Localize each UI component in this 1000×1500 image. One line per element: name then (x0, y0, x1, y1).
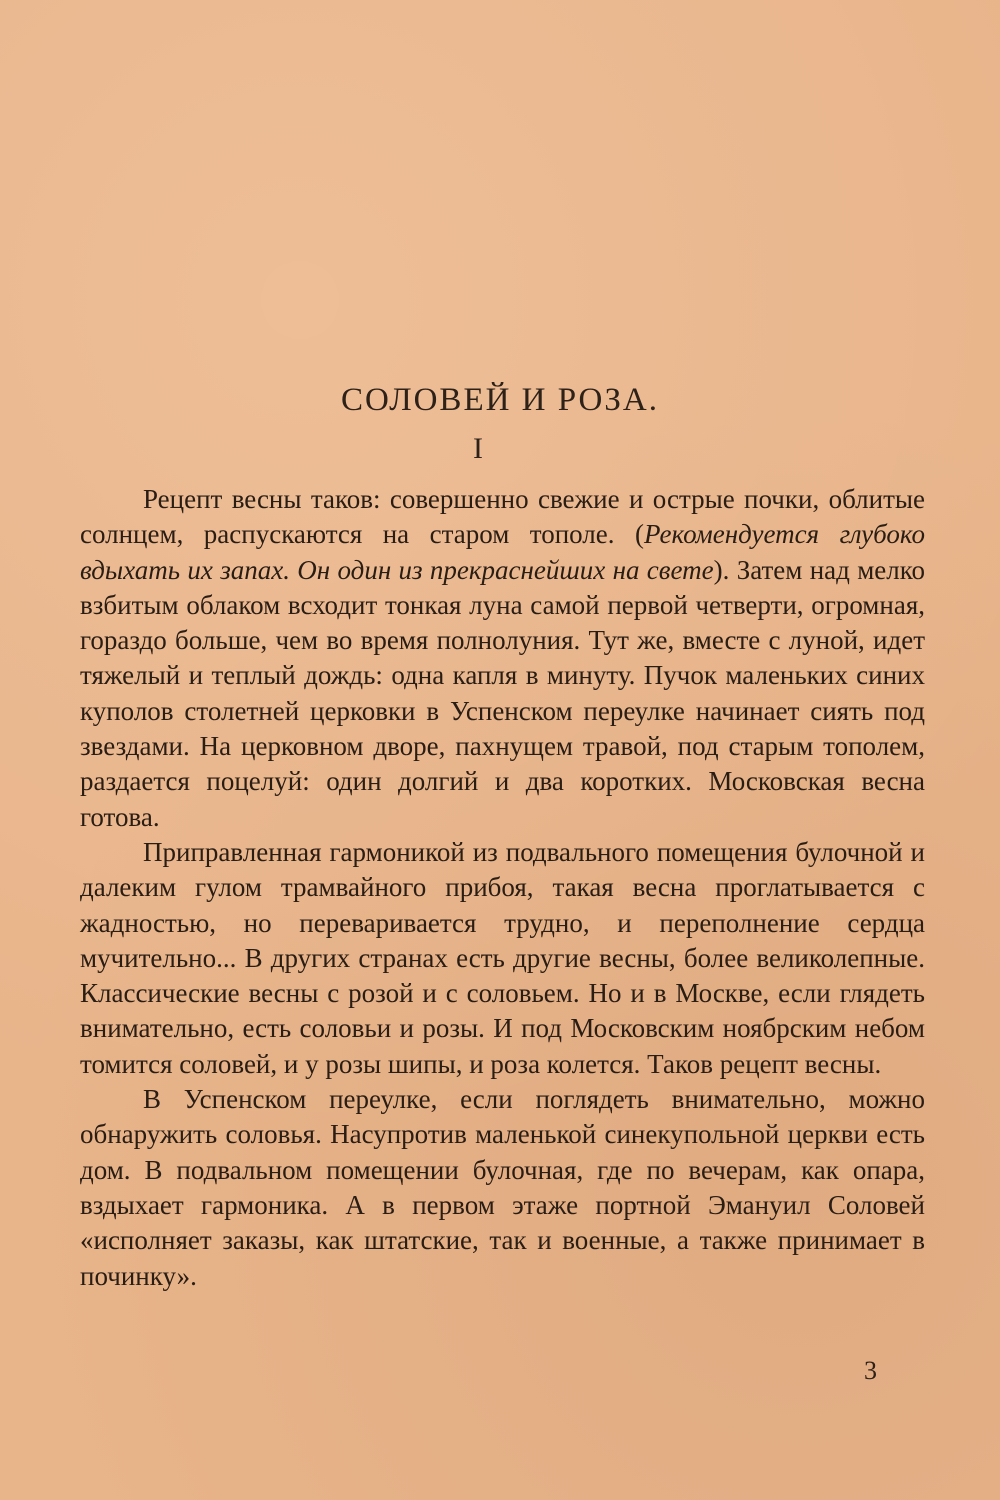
body-text (80, 482, 925, 1294)
chapter-number: I (473, 432, 483, 465)
paragraph-2: Приправленная гармоникой из подвального помещения булочной и далеким гулом трамвайного прибоя, такая весна проглатывается с жадностью, но переваривается трудно, и переполнение сердца мучительно... В других странах есть другие весны, более великолепные. Классические весны с розой и с соловьем. Но и в Москве, если глядеть внимательно, есть соловьи и розы. И под Московским ноябрским небом томится соловей, и у розы шипы, и роза колется. Таков рецепт весны. (80, 836, 925, 1079)
paragraph-1-italic-aside: Рекомендуется глубоко вдыхать их запах. Он один из прекраснейших на свете (80, 519, 925, 585)
paragraph-1 (80, 482, 925, 835)
paragraph-1-text-start: Рецепт весны таков: совершенно свежие и острые почки, облитые солнцем, распускаются на старом тополе. ( (80, 484, 925, 550)
page-title: СОЛОВЕЙ И РОЗА. (341, 382, 659, 418)
paragraph-1-text-end: ). Затем над мелко взбитым облаком всходит тонкая луна самой первой четверти, огромная, гораздо больше, чем во время полнолуния. Тут же, вместе с луной, идет тяжелый и теплый дождь: одна капля в минуту. Пучок маленьких синих куполов столетней церковки в Успенском переулке начинает сиять под звездами. На церковном дворе, пахнущем травой, под старым тополем, раздается поцелуй: один долгий и два коротких. Московская весна готова. (80, 554, 925, 832)
page-number: 3 (864, 1356, 877, 1385)
paragraph-3: В Успенском переулке, если поглядеть внимательно, можно обнаружить соловья. Насупротив маленькой синекупольной церкви есть дом. В подвальном помещении булочная, где по вечерам, как опара, вздыхает гармоника. А в первом этаже портной Эмануил Соловей «исполняет заказы, как штатские, так и военные, а также принимает в починку». (80, 1084, 925, 1291)
